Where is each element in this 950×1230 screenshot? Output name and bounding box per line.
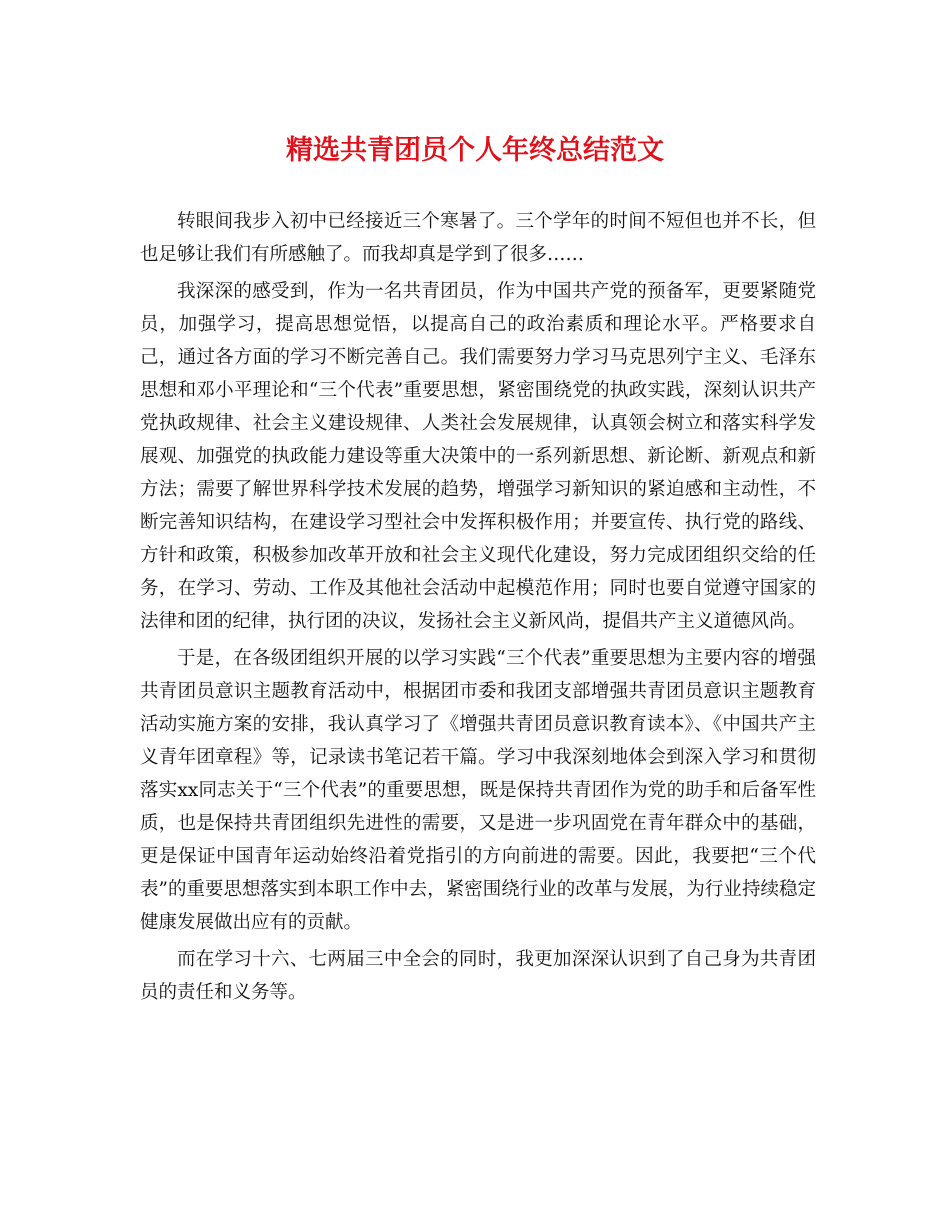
document-body <box>140 205 816 1013</box>
paragraph-1: 转眼间我步入初中已经接近三个寒暑了。三个学年的时间不短但也并不长，但也足够让我们有所感触了。而我却真是学到了很多…… <box>140 211 816 265</box>
paragraph-2: 我深深的感受到，作为一名共青团员，作为中国共产党的预备军，更要紧随党员，加强学习，提高思想觉悟，以提高自己的政治素质和理论水平。严格要求自己，通过各方面的学习不断完善自己。我们需要努力学习马克思列宁主义、毛泽东思想和邓小平理论和“三个代表”重要思想，紧密围绕党的执政实践，深刻认识共产党执政规律、社会主义建设规律、人类社会发展规律，认真领会树立和落实科学发展观、加强党的执政能力建设等重大决策中的一系列新思想、新论断、新观点和新方法；需要了解世界科学技术发展的趋势，增强学习新知识的紧迫感和主动性，不断完善知识结构，在建设学习型社会中发挥积极作用；并要宣传、执行党的路线、方针和政策，积极参加改革开放和社会主义现代化建设，努力完成团组织交给的任务，在学习、劳动、工作及其他社会活动中起模范作用；同时也要自觉遵守国家的法律和团的纪律，执行团的决议，发扬社会主义新风尚，提倡共产主义道德风尚。 <box>140 281 816 632</box>
document-title: 精选共青团员个人年终总结范文 <box>286 135 664 166</box>
paragraph-4: 而在学习十六、七两届三中全会的同时，我更加深深认识到了自己身为共青团员的责任和义务等。 <box>140 949 816 1003</box>
paragraph-3: 于是，在各级团组织开展的以学习实践“三个代表”重要思想为主要内容的增强共青团员意识主题教育活动中，根据团市委和我团支部增强共青团员意识主题教育活动实施方案的安排，我认真学习了《增强共青团员意识教育读本》、《中国共产主义青年团章程》等，记录读书笔记若干篇。学习中我深刻地体会到深入学习和贯彻落实xx同志关于“三个代表”的重要思想，既是保持共青团作为党的助手和后备军性质，也是保持共青团组织先进性的需要，又是进一步巩固党在青年群众中的基础，更是保证中国青年运动始终沿着党指引的方向前进的需要。因此，我要把“三个代表”的重要思想落实到本职工作中去，紧密围绕行业的改革与发展，为行业持续稳定健康发展做出应有的贡献。 <box>140 648 816 933</box>
